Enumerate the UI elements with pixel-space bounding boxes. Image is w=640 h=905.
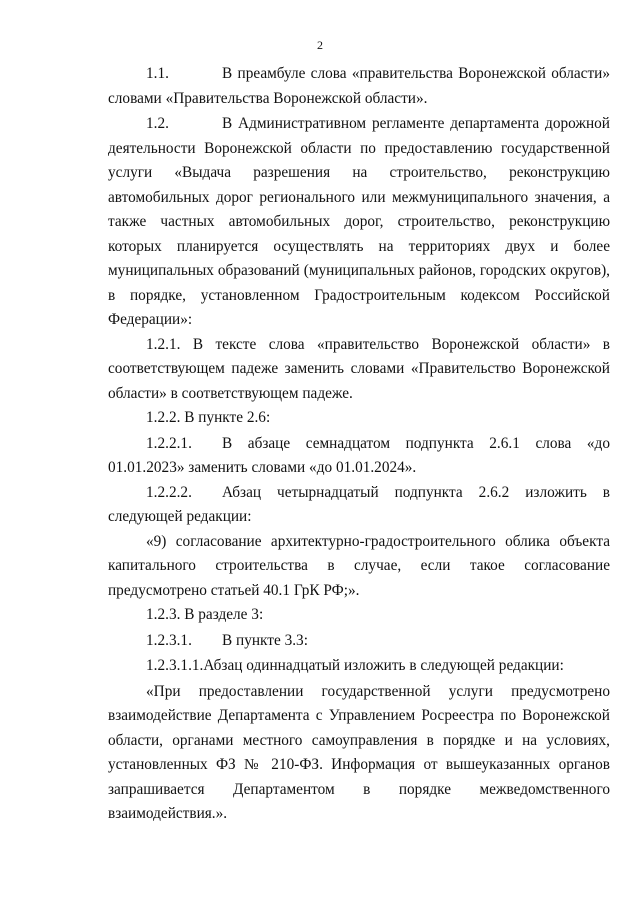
paragraph-1-1	[108, 62, 610, 111]
paragraph-number: 1.2.3.1.1.	[146, 657, 204, 674]
paragraph-text: В разделе 3:	[184, 606, 264, 623]
quoted-amendment-interaction	[108, 680, 610, 827]
paragraph-text: В пункте 3.3:	[222, 631, 308, 649]
paragraph-number: 1.2.1.	[146, 335, 181, 353]
paragraph-text: В абзаце семнадцатом подпункта 2.6.1 слова «до 01.01.2023» заменить словами «до 01.01.2024».	[108, 434, 610, 476]
paragraph-1-2	[108, 112, 610, 333]
paragraph-text: В Административном регламенте департамента дорожной деятельности Воронежской области по предоставлению государственной услуги «Выдача разрешения на строительство, реконструкцию автомобильных дорог регионального или межмуниципального значения, а также частных автомобильных дорог, строительство, реконструкцию которых планируется осуществлять на территориях двух и более муниципальных образований (муниципальных районов, городских округов), в порядке, установленном Градостроительным кодексом Российской Федерации»:	[108, 115, 610, 328]
paragraph-text: Абзац четырнадцатый подпункта 2.6.2 изложить в следующей редакции:	[108, 483, 610, 525]
paragraph-1-2-2-1	[108, 432, 610, 481]
paragraph-number: 1.2.2.	[146, 409, 181, 426]
quoted-amendment-9	[108, 530, 610, 604]
paragraph-1-2-1	[108, 333, 610, 407]
paragraph-number: 1.2.	[146, 115, 169, 132]
paragraph-number: 1.1.	[146, 65, 169, 82]
paragraph-text: В пункте 2.6:	[184, 409, 271, 426]
paragraph-number: 1.2.2.1.	[146, 434, 192, 452]
paragraph-number: 1.2.2.2.	[146, 483, 192, 501]
paragraph-1-2-3	[108, 603, 610, 628]
paragraph-1-2-2	[108, 406, 610, 431]
paragraph-1-2-3-1	[108, 629, 610, 654]
paragraph-number: 1.2.3.	[146, 606, 181, 623]
document-body	[108, 62, 610, 827]
paragraph-number: 1.2.3.1.	[146, 631, 192, 649]
paragraph-text: В тексте слова «правительство Воронежской области» в соответствующем падеже заменить словами «Правительство Воронежской области» в соответствующем падеже.	[108, 335, 611, 402]
paragraph-text: Абзац одиннадцатый изложить в следующей редакции:	[203, 657, 564, 674]
paragraph-1-2-3-1-1	[108, 654, 610, 679]
paragraph-1-2-2-2	[108, 481, 610, 530]
paragraph-text: В преамбуле слова «правительства Воронежской области» словами «Правительства Воронежской области».	[108, 65, 610, 107]
page-number: 2	[317, 38, 323, 52]
paragraph-text: «9) согласование архитектурно-градостроительного облика объекта капитального строительства в случае, если такое согласование предусмотрено статьей 40.1 ГрК РФ;».	[108, 532, 610, 599]
paragraph-text: «При предоставлении государственной услуги предусмотрено взаимодействие Департамента с Управлением Росреестра по Воронежской области, органами местного самоуправления в порядке и на условиях, установленных ФЗ № 210-ФЗ. Информация от вышеуказанных органов запрашивается Департаментом в порядке межведомственного взаимодействия.».	[108, 682, 610, 822]
